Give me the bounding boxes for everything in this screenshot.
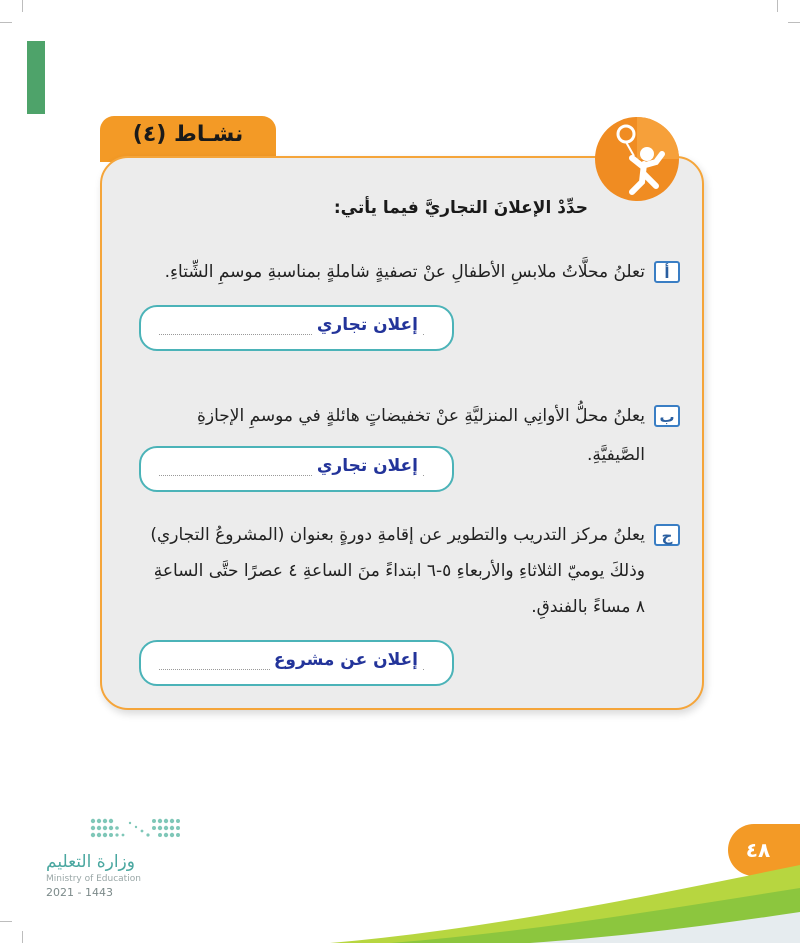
answer-b: إعلان تجاري [313, 456, 422, 476]
kid-with-balloon-icon [592, 114, 682, 204]
activity-title: نشـاط (٤) [132, 122, 244, 147]
answer-a: إعلان تجاري [313, 315, 422, 335]
crop-mark [0, 22, 12, 23]
item-b-text: يعلنُ محلُّ الأوانِي المنزليَّةِ عنْ تخفيضاتٍ هائلةٍ في موسمِ الإجازةِ الصَّيفيَّةِ. [196, 406, 645, 465]
edition-year: 2021 - 1443 [46, 886, 113, 899]
crop-mark [788, 22, 800, 23]
item-c-line-1: يعلنُ مركز التدريب والتطوير عن إقامةِ دورةٍ بعنوان (المشروعُ التجاري) [150, 525, 645, 545]
answer-box-c [139, 640, 454, 686]
crop-mark [22, 931, 23, 943]
decorative-wave [330, 860, 800, 943]
crop-mark [0, 921, 12, 922]
item-c-line-2: وذلكَ يوميّ الثلاثاءِ والأربعاءِ ٥-٦ ابتداءً منَ الساعةِ ٤ عصرًا حتَّى الساعةِ [153, 561, 645, 581]
item-marker-a: أ [654, 261, 680, 283]
item-c-line-3: ٨ مساءً بالفندقِ. [531, 597, 645, 617]
page-number: ٤٨ [745, 838, 771, 862]
item-marker-b: ب [654, 405, 680, 427]
item-a-text: تعلنُ محلَّاتُ ملابسِ الأطفالِ عنْ تصفيةٍ شاملةٍ بمناسبةِ موسمِ الشِّتاءِ. [164, 262, 645, 282]
crop-mark [22, 0, 23, 12]
ministry-name-english: Ministry of Education [46, 874, 141, 884]
ministry-dots-logo [90, 815, 180, 845]
answer-box-a [139, 305, 454, 351]
item-marker-c: ج [654, 524, 680, 546]
crop-mark [777, 0, 778, 12]
ministry-name-arabic: وزارة التعليم [46, 852, 135, 872]
section-color-tab [27, 41, 45, 114]
answer-c: إعلان عن مشروع [270, 650, 422, 670]
instruction-text: حدِّدْ الإعلانَ التجاريَّ فيما يأتي: [333, 198, 588, 218]
answer-box-b [139, 446, 454, 492]
